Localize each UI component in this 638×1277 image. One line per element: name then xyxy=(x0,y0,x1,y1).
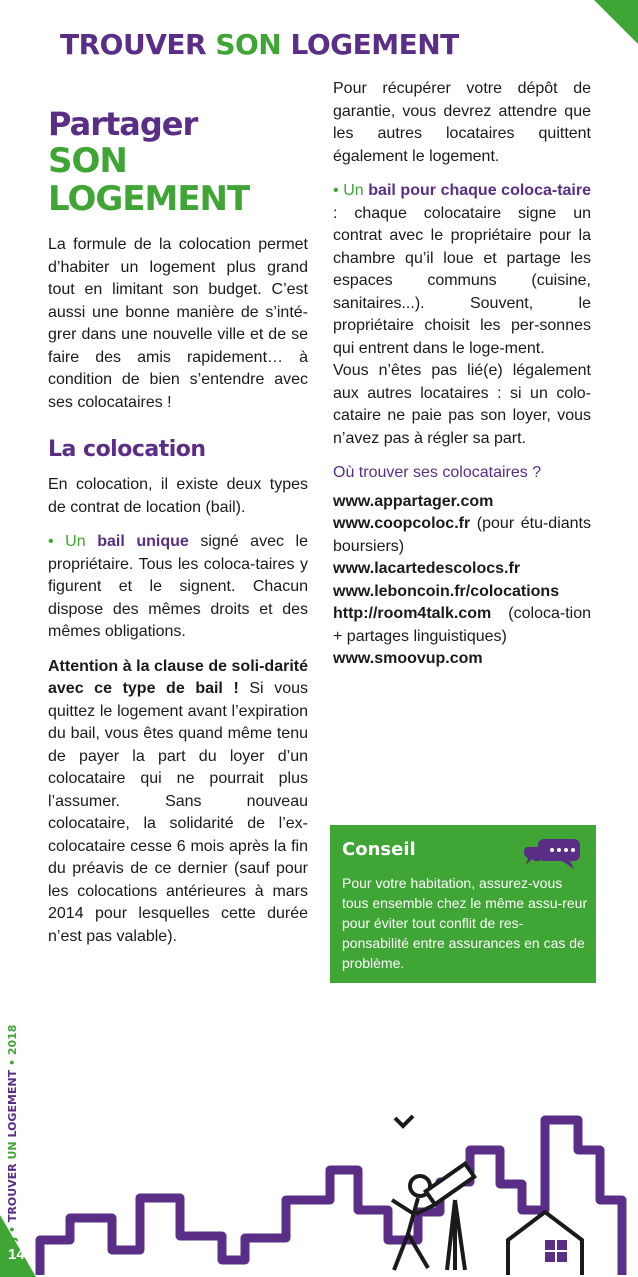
page-number: 14 xyxy=(8,1246,25,1263)
conseil-title: Conseil xyxy=(342,839,416,860)
link-url[interactable]: www.leboncoin.fr/colocations xyxy=(333,582,560,600)
conseil-text: Pour votre habitation, assurez-vous tous ensemble chez le même assu-reur pour éviter tout conflit de res-ponsabilité entre assurances en cas de problème. xyxy=(342,875,588,971)
header-part3: LOGEMENT xyxy=(290,28,459,61)
link-note: (coloca-tion + partages linguistiques) xyxy=(333,605,591,645)
intro-paragraph: La formule de la colocation permet d’habiter un logement plus grand tout en limitant son budget. C’est aussi une bonne manière de s’inté-grer dans une nouvelle ville et de se faire des amis rapidement… à condition de bien s’entendre avec ses colocataires ! xyxy=(48,236,308,411)
bail-unique-text: signé avec le propriétaire. Tous les coloca-taires y figurent et le signent. Chacun dispose des mêmes droits et des mêmes obligations. xyxy=(48,533,308,640)
paragraph-types: En colocation, il existe deux types de contrat de location (bail). xyxy=(48,476,308,516)
link-note: (pour étu-diants boursiers) xyxy=(333,515,591,555)
link-item xyxy=(333,558,591,581)
paragraph-depot: Pour récupérer votre dépôt de garantie, vous devrez attendre que les autres locataires quittent également le logement. xyxy=(333,80,591,165)
chat-bubbles-icon xyxy=(522,835,582,871)
header-part1: TROUVER xyxy=(60,28,216,61)
links-list xyxy=(333,491,591,671)
link-item xyxy=(333,581,591,604)
link-item xyxy=(333,648,591,671)
bullet: • Un xyxy=(333,182,369,199)
paragraph-bail-chaque xyxy=(333,180,591,450)
paragraph-legal: Vous n’êtes pas lié(e) légalement aux autres locataires : si un colo-cataire ne paie pas son loyer, vous n’avez pas à régler sa part. xyxy=(333,362,591,447)
link-url[interactable]: www.appartager.com xyxy=(333,492,494,510)
bullet: • Un xyxy=(48,533,98,550)
corner-decoration xyxy=(594,0,638,44)
bail-chaque-strong: bail pour chaque coloca-taire xyxy=(368,182,591,199)
link-url[interactable]: www.smoovup.com xyxy=(333,650,483,667)
side-prefix: IJ • xyxy=(6,1222,19,1245)
paragraph-bail-unique xyxy=(48,531,308,644)
attention-text: Si vous quittez le logement avant l’expiration du bail, vous êtes quand même tenu de payer la part du loyer d’un colocataire qui ne pourrait plus l’assumer. Sans nouveau colocataire, la solidarité de l’ex-colocataire cesse 6 mois après la fin du préavis de ce dernier (sauf pour les colocations antérieures à mars 2014 pour lesquelles cette durée n’est pas valable). xyxy=(48,680,308,945)
link-url[interactable]: www.lacartedescolocs.fr xyxy=(333,560,521,577)
side-t2: UN xyxy=(6,1137,19,1160)
subheading-colocation: La colocation xyxy=(48,437,206,462)
header-part2: SON xyxy=(215,28,291,61)
link-item xyxy=(333,491,591,514)
paragraph-attention xyxy=(48,656,308,949)
link-url[interactable]: www.coopcoloc.fr xyxy=(333,515,471,532)
link-item xyxy=(333,603,591,648)
page-header xyxy=(60,28,459,61)
right-column xyxy=(333,78,591,671)
side-suffix: • 2018 xyxy=(6,1024,19,1070)
attention-strong: Attention à la clause de soli-darité avec ce type de bail ! xyxy=(48,657,308,697)
left-column xyxy=(48,100,308,960)
section-title-line1: Partager xyxy=(48,105,198,143)
city-skyline-illustration xyxy=(0,1090,638,1277)
link-url[interactable]: http://room4talk.com xyxy=(333,605,492,622)
bail-unique-strong: bail unique xyxy=(97,533,189,550)
bail-chaque-text: : chaque colocataire signe un contrat avec le propriétaire pour la chambre qu’il loue et partage les espaces communs (cuisine, sanitaires...). Souvent, le propriétaire choisit les per-sonnes qui entrent dans le loge-ment. xyxy=(333,204,591,357)
section-title-line2: SON LOGEMENT xyxy=(48,141,250,219)
link-item xyxy=(333,513,591,558)
side-t3: LOGEMENT xyxy=(6,1069,19,1138)
side-t1: TROUVER xyxy=(6,1159,19,1223)
question-heading: Où trouver ses colocataires ? xyxy=(333,464,542,481)
conseil-box xyxy=(330,825,596,983)
